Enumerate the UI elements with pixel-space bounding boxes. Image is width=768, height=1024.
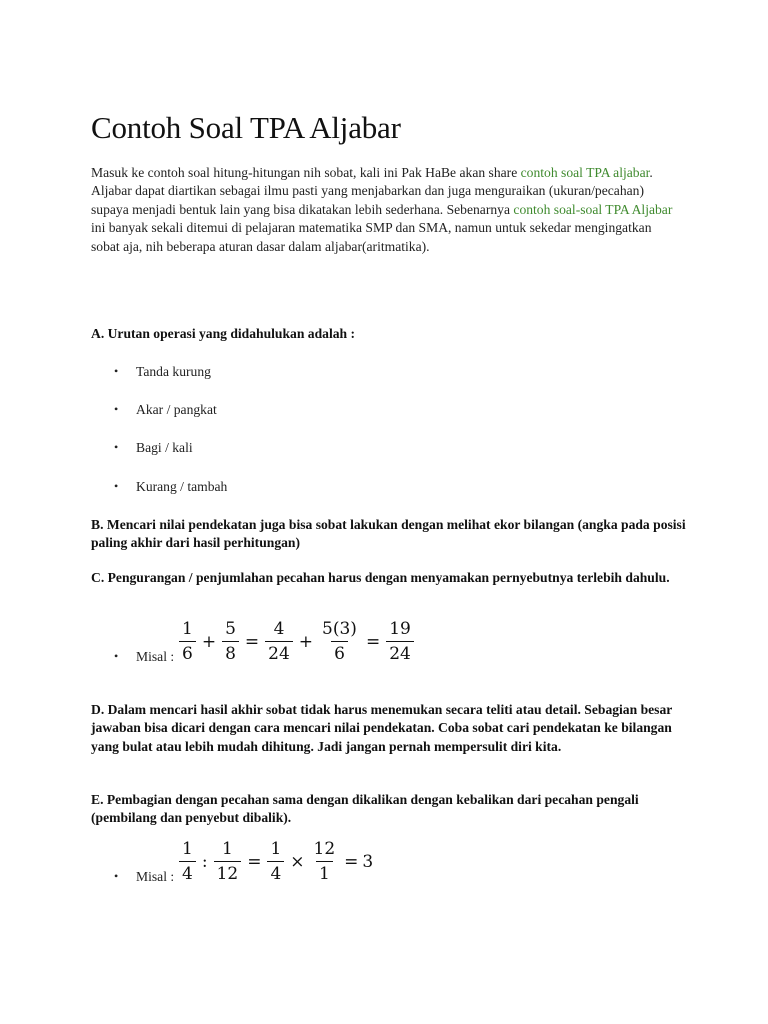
page-title: Contoh Soal TPA Aljabar <box>91 110 401 145</box>
bullet-icon: • <box>114 440 119 454</box>
misal-label: Misal : <box>136 869 175 884</box>
list-item <box>114 478 227 496</box>
section-d-heading: D. Dalam mencari hasil akhir sobat tidak harus menemukan secara teliti atau detail. Sebagian besar jawaban bisa dicari dengan cara mencari nilai pendekatan. Coba sobat cari pendekatan ke bilangan yang bulat atau lebih mudah dihitung. Jadi jangan pernah mempersulit diri kita. <box>91 702 673 754</box>
equation-fraction-division <box>177 840 373 883</box>
intro-text-2: . Aljabar dapat diartikan sebagai ilmu pasti yang menjabarkan dan juga menguraikan (ukuran/pecahan) supaya menjadi bentuk lain yang bisa dikatakan lebih sederhana. Sebenarnya <box>91 165 653 217</box>
fraction: $\frac{4}{24}$ <box>265 620 293 663</box>
list-item-label: Tanda kurung <box>136 364 211 379</box>
list-item <box>114 363 211 381</box>
list-item <box>114 868 174 886</box>
operator: + <box>298 631 314 652</box>
operator: = <box>344 851 359 872</box>
bullet-icon: • <box>114 402 119 416</box>
section-b-heading: B. Mencari nilai pendekatan juga bisa sobat lakukan dengan melihat ekor bilangan (angka pada posisi paling akhir dari hasil perhitungan) <box>91 517 686 551</box>
fraction: $\frac{5(3)}{6}$ <box>322 619 357 664</box>
fraction: $\frac{5}{8}$ <box>222 620 239 663</box>
equation-result: 3 <box>362 851 374 872</box>
list-item-label: Kurang / tambah <box>136 479 228 494</box>
fraction: $\frac{1}{4}$ <box>267 840 284 883</box>
equation-fraction-addition <box>177 620 416 663</box>
bullet-icon: • <box>114 649 119 663</box>
bullet-icon: • <box>114 364 119 378</box>
list-item <box>114 648 174 666</box>
operator: = <box>365 631 381 652</box>
operator: + <box>201 631 217 652</box>
operator: : <box>201 851 208 872</box>
link-contoh-soal-soal-tpa-aljabar[interactable]: contoh soal-soal TPA Aljabar <box>513 201 673 217</box>
fraction: $\frac{1}{12}$ <box>214 840 242 883</box>
misal-label: Misal : <box>136 649 175 664</box>
link-contoh-soal-tpa-aljabar[interactable]: contoh soal TPA aljabar <box>520 165 650 180</box>
operator: × <box>290 851 305 872</box>
intro-paragraph <box>91 164 681 256</box>
fraction: $\frac{1}{6}$ <box>179 620 196 663</box>
list-item-label: Akar / pangkat <box>136 402 217 417</box>
bullet-icon: • <box>114 869 119 883</box>
section-c-heading: C. Pengurangan / penjumlahan pecahan harus dengan menyamakan pernyebutnya terlebih dahulu. <box>91 570 670 585</box>
list-item-label: Bagi / kali <box>136 440 193 455</box>
section-a-heading: A. Urutan operasi yang didahulukan adalah : <box>91 326 356 341</box>
bullet-icon: • <box>114 479 119 493</box>
section-e-heading: E. Pembagian dengan pecahan sama dengan dikalikan dengan kebalikan dari pecahan pengali (pembilang dan penyebut dibalik). <box>91 792 639 826</box>
fraction: $\frac{19}{24}$ <box>386 620 414 663</box>
list-item <box>114 401 217 419</box>
intro-text-3: ini banyak sekali ditemui di pelajaran matematika SMP dan SMA, namun untuk sekedar mengingatkan sobat aja, nih beberapa aturan dasar dalam aljabar(aritmatika). <box>91 220 652 254</box>
list-item <box>114 439 193 457</box>
operator: = <box>244 631 260 652</box>
fraction: $\frac{1}{4}$ <box>179 840 196 883</box>
operator: = <box>247 851 262 872</box>
intro-text-1: Masuk ke contoh soal hitung-hitungan nih sobat, kali ini Pak HaBe akan share <box>91 165 521 180</box>
fraction: $\frac{12}{1}$ <box>313 839 336 884</box>
